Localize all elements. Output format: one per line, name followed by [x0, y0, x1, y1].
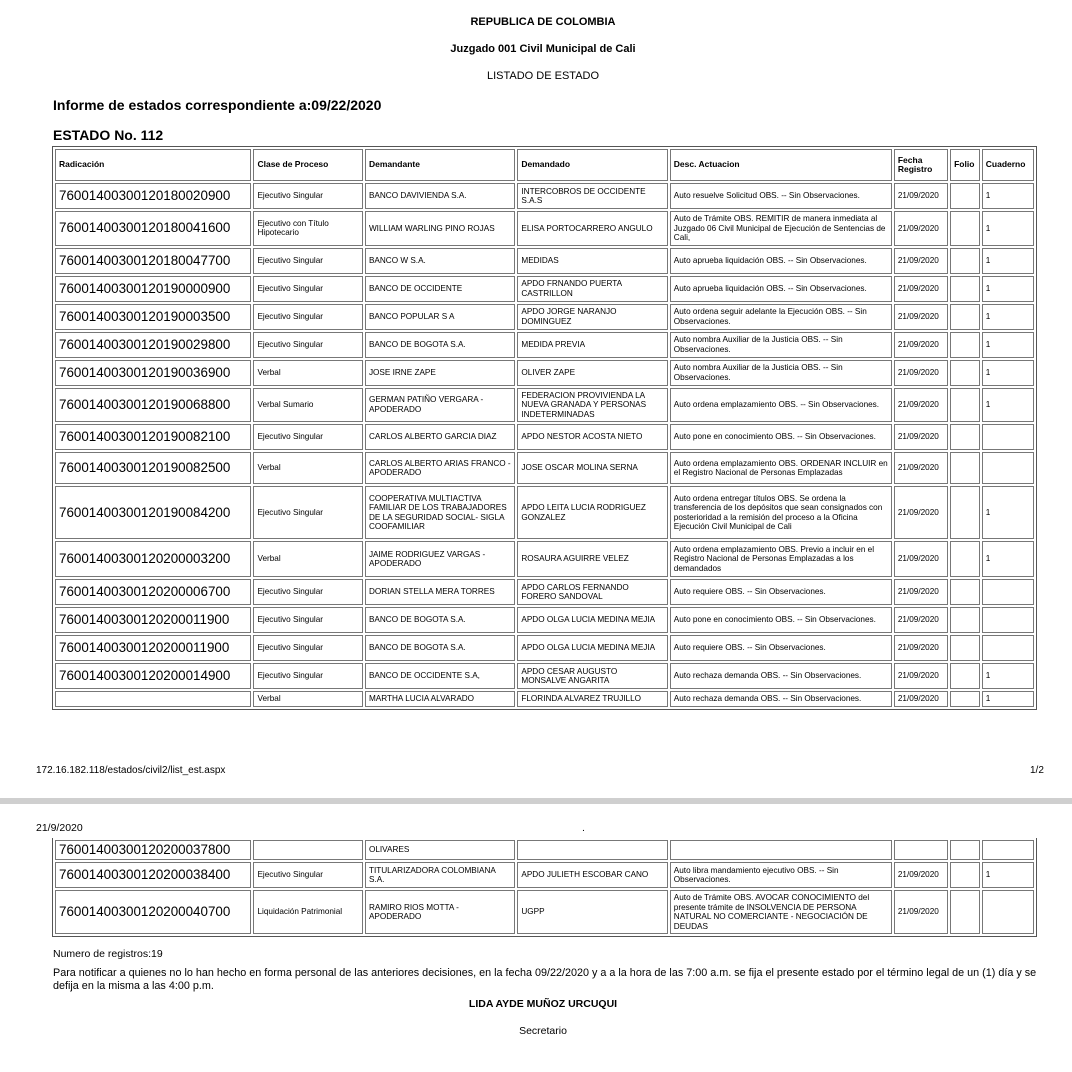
demandado-cell — [517, 840, 667, 860]
radicacion-cell: 76001400300120200011900 — [55, 635, 251, 661]
clase-cell: Ejecutivo con Título Hipotecario — [253, 211, 362, 246]
desc-cell: Auto de Trámite OBS. REMITIR de manera inmediata al Juzgado 06 Civil Municipal de Ejecución de Sentencias de Cali, — [670, 211, 892, 246]
demandante-cell: BANCO DE OCCIDENTE S.A, — [365, 663, 515, 689]
fecha-cell: 21/09/2020 — [894, 332, 948, 358]
radicacion-cell — [55, 691, 251, 707]
clase-cell: Ejecutivo Singular — [253, 486, 362, 539]
page-number: 1/2 — [1030, 765, 1044, 776]
clase-cell: Ejecutivo Singular — [253, 248, 362, 274]
table-row — [55, 388, 1034, 423]
fecha-cell: 21/09/2020 — [894, 862, 948, 888]
clase-cell: Ejecutivo Singular — [253, 663, 362, 689]
demandado-cell: MEDIDAS — [517, 248, 667, 274]
folio-cell — [950, 691, 980, 707]
fecha-cell: 21/09/2020 — [894, 276, 948, 302]
demandado-cell: APDO NESTOR ACOSTA NIETO — [517, 424, 667, 450]
clase-cell: Ejecutivo Singular — [253, 276, 362, 302]
radicacion-cell: 76001400300120190084200 — [55, 486, 251, 539]
cuaderno-cell: 1 — [982, 183, 1034, 209]
radicacion-cell: 76001400300120190068800 — [55, 388, 251, 423]
clase-cell: Verbal Sumario — [253, 388, 362, 423]
table-row — [55, 360, 1034, 386]
radicacion-cell: 76001400300120200038400 — [55, 862, 251, 888]
table-row — [55, 663, 1034, 689]
radicacion-cell: 76001400300120190000900 — [55, 276, 251, 302]
demandante-cell: CARLOS ALBERTO ARIAS FRANCO - APODERADO — [365, 452, 515, 484]
clase-cell: Ejecutivo Singular — [253, 304, 362, 330]
desc-cell: Auto pone en conocimiento OBS. -- Sin Observaciones. — [670, 424, 892, 450]
desc-cell: Auto ordena emplazamiento OBS. Previo a incluir en el Registro Nacional de Personas Emplazadas a los demandados — [670, 541, 892, 577]
radicacion-cell: 76001400300120190082100 — [55, 424, 251, 450]
clase-cell: Ejecutivo Singular — [253, 332, 362, 358]
demandante-cell: BANCO DE BOGOTA S.A. — [365, 332, 515, 358]
clase-cell: Verbal — [253, 691, 362, 707]
desc-cell: Auto rechaza demanda OBS. -- Sin Observaciones. — [670, 691, 892, 707]
table-row — [55, 332, 1034, 358]
desc-cell — [670, 840, 892, 860]
clase-cell: Ejecutivo Singular — [253, 579, 362, 605]
folio-cell — [950, 452, 980, 484]
clase-cell: Verbal — [253, 541, 362, 577]
demandado-cell: FEDERACION PROVIVIENDA LA NUEVA GRANADA Y PERSONAS INDETERMINADAS — [517, 388, 667, 423]
table-row — [55, 211, 1034, 246]
clase-cell: Ejecutivo Singular — [253, 635, 362, 661]
radicacion-cell: 76001400300120180020900 — [55, 183, 251, 209]
col-desc: Desc. Actuacion — [670, 149, 892, 181]
desc-cell: Auto libra mandamiento ejecutivo OBS. -- Sin Observaciones. — [670, 862, 892, 888]
fecha-cell: 21/09/2020 — [894, 663, 948, 689]
clase-cell: Ejecutivo Singular — [253, 862, 362, 888]
folio-cell — [950, 486, 980, 539]
demandado-cell: ROSAURA AGUIRRE VELEZ — [517, 541, 667, 577]
demandante-cell: DORIAN STELLA MERA TORRES — [365, 579, 515, 605]
clase-cell: Liquidación Patrimonial — [253, 890, 362, 934]
table-row — [55, 541, 1034, 577]
cuaderno-cell — [982, 890, 1034, 934]
clase-cell — [253, 840, 362, 860]
demandante-cell: BANCO DE BOGOTA S.A. — [365, 607, 515, 633]
col-clase: Clase de Proceso — [253, 149, 362, 181]
demandante-cell: CARLOS ALBERTO GARCIA DIAZ — [365, 424, 515, 450]
folio-cell — [950, 248, 980, 274]
radicacion-cell: 76001400300120200006700 — [55, 579, 251, 605]
demandado-cell: APDO FRNANDO PUERTA CASTRILLON — [517, 276, 667, 302]
clase-cell: Verbal — [253, 452, 362, 484]
folio-cell — [950, 332, 980, 358]
fecha-cell: 21/09/2020 — [894, 541, 948, 577]
folio-cell — [950, 211, 980, 246]
record-count: Numero de registros:19 — [53, 948, 163, 960]
clase-cell: Ejecutivo Singular — [253, 183, 362, 209]
folio-cell — [950, 862, 980, 888]
demandado-cell: OLIVER ZAPE — [517, 360, 667, 386]
radicacion-cell: 76001400300120180047700 — [55, 248, 251, 274]
demandado-cell: APDO LEITA LUCIA RODRIGUEZ GONZALEZ — [517, 486, 667, 539]
desc-cell: Auto rechaza demanda OBS. -- Sin Observaciones. — [670, 663, 892, 689]
cuaderno-cell: 1 — [982, 663, 1034, 689]
table-row — [55, 862, 1034, 888]
cuaderno-cell — [982, 452, 1034, 484]
demandante-cell: GERMAN PATIÑO VERGARA - APODERADO — [365, 388, 515, 423]
folio-cell — [950, 840, 980, 860]
demandado-cell: FLORINDA ALVAREZ TRUJILLO — [517, 691, 667, 707]
clase-cell: Ejecutivo Singular — [253, 607, 362, 633]
report-heading: Informe de estados correspondiente a:09/22/2020 — [53, 97, 382, 113]
list-title: LISTADO DE ESTADO — [486, 70, 600, 82]
signer-role: Secretario — [519, 1025, 567, 1037]
table-row — [55, 276, 1034, 302]
folio-cell — [950, 304, 980, 330]
radicacion-cell: 76001400300120200011900 — [55, 607, 251, 633]
radicacion-cell: 76001400300120200040700 — [55, 890, 251, 934]
cuaderno-cell: 1 — [982, 276, 1034, 302]
folio-cell — [950, 424, 980, 450]
estados-table-page2 — [52, 838, 1037, 937]
cuaderno-cell: 1 — [982, 862, 1034, 888]
demandante-cell: COOPERATIVA MULTIACTIVA FAMILIAR DE LOS TRABAJADORES DE LA SEGURIDAD SOCIAL- SIGLA COOFAMILIAR — [365, 486, 515, 539]
demandado-cell: APDO CARLOS FERNANDO FORERO SANDOVAL — [517, 579, 667, 605]
desc-cell: Auto resuelve Solicitud OBS. -- Sin Observaciones. — [670, 183, 892, 209]
signer-name: LIDA AYDE MUÑOZ URCUQUI — [468, 998, 618, 1010]
col-fecha: Fecha Registro — [894, 149, 948, 181]
notice-text: Para notificar a quienes no lo han hecho en forma personal de las anteriores decisiones, en la fecha 09/22/2020 y a a la hora de las 7:00 a.m. se fija el presente estado por el término legal de un (1) día y se defija en la misma a las 4:00 p.m. — [53, 967, 1037, 992]
demandado-cell: UGPP — [517, 890, 667, 934]
folio-cell — [950, 276, 980, 302]
fecha-cell: 21/09/2020 — [894, 579, 948, 605]
fecha-cell: 21/09/2020 — [894, 424, 948, 450]
desc-cell: Auto ordena seguir adelante la Ejecución OBS. -- Sin Observaciones. — [670, 304, 892, 330]
fecha-cell — [894, 840, 948, 860]
col-radicacion: Radicación — [55, 149, 251, 181]
demandado-cell: MEDIDA PREVIA — [517, 332, 667, 358]
folio-cell — [950, 579, 980, 605]
cuaderno-cell: 1 — [982, 541, 1034, 577]
demandante-cell: TITULARIZADORA COLOMBIANA S.A. — [365, 862, 515, 888]
clase-cell: Verbal — [253, 360, 362, 386]
cuaderno-cell: 1 — [982, 248, 1034, 274]
demandante-cell: BANCO DE BOGOTA S.A. — [365, 635, 515, 661]
cuaderno-cell — [982, 635, 1034, 661]
table-header-row — [55, 149, 1034, 181]
table-row — [55, 890, 1034, 934]
fecha-cell: 21/09/2020 — [894, 248, 948, 274]
desc-cell: Auto aprueba liquidación OBS. -- Sin Observaciones. — [670, 248, 892, 274]
demandante-cell: BANCO W S.A. — [365, 248, 515, 274]
country-title: REPUBLICA DE COLOMBIA — [470, 16, 616, 28]
demandado-cell: APDO OLGA LUCIA MEDINA MEJIA — [517, 607, 667, 633]
fecha-cell: 21/09/2020 — [894, 635, 948, 661]
page-url: 172.16.182.118/estados/civil2/list_est.aspx — [36, 765, 226, 776]
radicacion-cell: 76001400300120200037800 — [55, 840, 251, 860]
table-row — [55, 304, 1034, 330]
cuaderno-cell: 1 — [982, 332, 1034, 358]
folio-cell — [950, 890, 980, 934]
cuaderno-cell: 1 — [982, 304, 1034, 330]
fecha-cell: 21/09/2020 — [894, 486, 948, 539]
fecha-cell: 21/09/2020 — [894, 388, 948, 423]
fecha-cell: 21/09/2020 — [894, 360, 948, 386]
estado-number: ESTADO No. 112 — [53, 127, 164, 143]
demandado-cell: INTERCOBROS DE OCCIDENTE S.A.S — [517, 183, 667, 209]
folio-cell — [950, 635, 980, 661]
table-row — [55, 486, 1034, 539]
demandante-cell: BANCO DE OCCIDENTE — [365, 276, 515, 302]
cuaderno-cell — [982, 579, 1034, 605]
desc-cell: Auto ordena entregar títulos OBS. Se ordena la transferencia de los depósitos que sean consignados con posterioridad a la remisión del proceso a la Oficina Ejecución Civil Municipal de Cali — [670, 486, 892, 539]
fecha-cell: 21/09/2020 — [894, 183, 948, 209]
cuaderno-cell: 1 — [982, 388, 1034, 423]
demandante-cell: OLIVARES — [365, 840, 515, 860]
table-row — [55, 183, 1034, 209]
fecha-cell: 21/09/2020 — [894, 452, 948, 484]
demandado-cell: ELISA PORTOCARRERO ANGULO — [517, 211, 667, 246]
demandado-cell: APDO CESAR AUGUSTO MONSALVE ANGARITA — [517, 663, 667, 689]
desc-cell: Auto ordena emplazamiento OBS. -- Sin Observaciones. — [670, 388, 892, 423]
cuaderno-cell: 1 — [982, 211, 1034, 246]
demandante-cell: JAIME RODRIGUEZ VARGAS - APODERADO — [365, 541, 515, 577]
radicacion-cell: 76001400300120190036900 — [55, 360, 251, 386]
demandante-cell: MARTHA LUCIA ALVARADO — [365, 691, 515, 707]
radicacion-cell: 76001400300120200003200 — [55, 541, 251, 577]
fecha-cell: 21/09/2020 — [894, 607, 948, 633]
print-date: 21/9/2020 — [36, 822, 83, 834]
radicacion-cell: 76001400300120180041600 — [55, 211, 251, 246]
desc-cell: Auto requiere OBS. -- Sin Observaciones. — [670, 579, 892, 605]
folio-cell — [950, 183, 980, 209]
demandado-cell: JOSE OSCAR MOLINA SERNA — [517, 452, 667, 484]
desc-cell: Auto ordena emplazamiento OBS. ORDENAR INCLUIR en el Registro Nacional de Personas Emplazadas — [670, 452, 892, 484]
table-row — [55, 691, 1034, 707]
demandado-cell: APDO JORGE NARANJO DOMINGUEZ — [517, 304, 667, 330]
col-demandado: Demandado — [517, 149, 667, 181]
folio-cell — [950, 541, 980, 577]
folio-cell — [950, 360, 980, 386]
demandado-cell: APDO OLGA LUCIA MEDINA MEJIA — [517, 635, 667, 661]
fecha-cell: 21/09/2020 — [894, 691, 948, 707]
table-row — [55, 840, 1034, 860]
page2-dot: . — [582, 822, 585, 834]
court-name: Juzgado 001 Civil Municipal de Cali — [450, 43, 636, 55]
radicacion-cell: 76001400300120190082500 — [55, 452, 251, 484]
fecha-cell: 21/09/2020 — [894, 890, 948, 934]
folio-cell — [950, 388, 980, 423]
desc-cell: Auto requiere OBS. -- Sin Observaciones. — [670, 635, 892, 661]
folio-cell — [950, 663, 980, 689]
cuaderno-cell: 1 — [982, 486, 1034, 539]
radicacion-cell: 76001400300120190029800 — [55, 332, 251, 358]
fecha-cell: 21/09/2020 — [894, 304, 948, 330]
desc-cell: Auto nombra Auxiliar de la Justicia OBS. -- Sin Observaciones. — [670, 360, 892, 386]
cuaderno-cell: 1 — [982, 691, 1034, 707]
desc-cell: Auto pone en conocimiento OBS. -- Sin Observaciones. — [670, 607, 892, 633]
estados-table-page1 — [52, 146, 1037, 710]
folio-cell — [950, 607, 980, 633]
cuaderno-cell: 1 — [982, 360, 1034, 386]
demandante-cell: WILLIAM WARLING PINO ROJAS — [365, 211, 515, 246]
table-row — [55, 424, 1034, 450]
demandante-cell: BANCO DAVIVIENDA S.A. — [365, 183, 515, 209]
demandante-cell: JOSE IRNE ZAPE — [365, 360, 515, 386]
page-break — [0, 798, 1072, 804]
table-row — [55, 607, 1034, 633]
fecha-cell: 21/09/2020 — [894, 211, 948, 246]
desc-cell: Auto aprueba liquidación OBS. -- Sin Observaciones. — [670, 276, 892, 302]
col-demandante: Demandante — [365, 149, 515, 181]
desc-cell: Auto de Trámite OBS. AVOCAR CONOCIMIENTO del presente trámite de INSOLVENCIA DE PERSONA NATURAL NO COMERCIANTE - NEGOCIACIÓN DE DEUDAS — [670, 890, 892, 934]
demandado-cell: APDO JULIETH ESCOBAR CANO — [517, 862, 667, 888]
cuaderno-cell — [982, 840, 1034, 860]
clase-cell: Ejecutivo Singular — [253, 424, 362, 450]
cuaderno-cell — [982, 424, 1034, 450]
table-row — [55, 635, 1034, 661]
table-row — [55, 579, 1034, 605]
demandante-cell: BANCO POPULAR S A — [365, 304, 515, 330]
col-folio: Folio — [950, 149, 980, 181]
radicacion-cell: 76001400300120200014900 — [55, 663, 251, 689]
demandante-cell: RAMIRO RIOS MOTTA - APODERADO — [365, 890, 515, 934]
table-row — [55, 248, 1034, 274]
cuaderno-cell — [982, 607, 1034, 633]
desc-cell: Auto nombra Auxiliar de la Justicia OBS. -- Sin Observaciones. — [670, 332, 892, 358]
col-cuaderno: Cuaderno — [982, 149, 1034, 181]
table-row — [55, 452, 1034, 484]
radicacion-cell: 76001400300120190003500 — [55, 304, 251, 330]
